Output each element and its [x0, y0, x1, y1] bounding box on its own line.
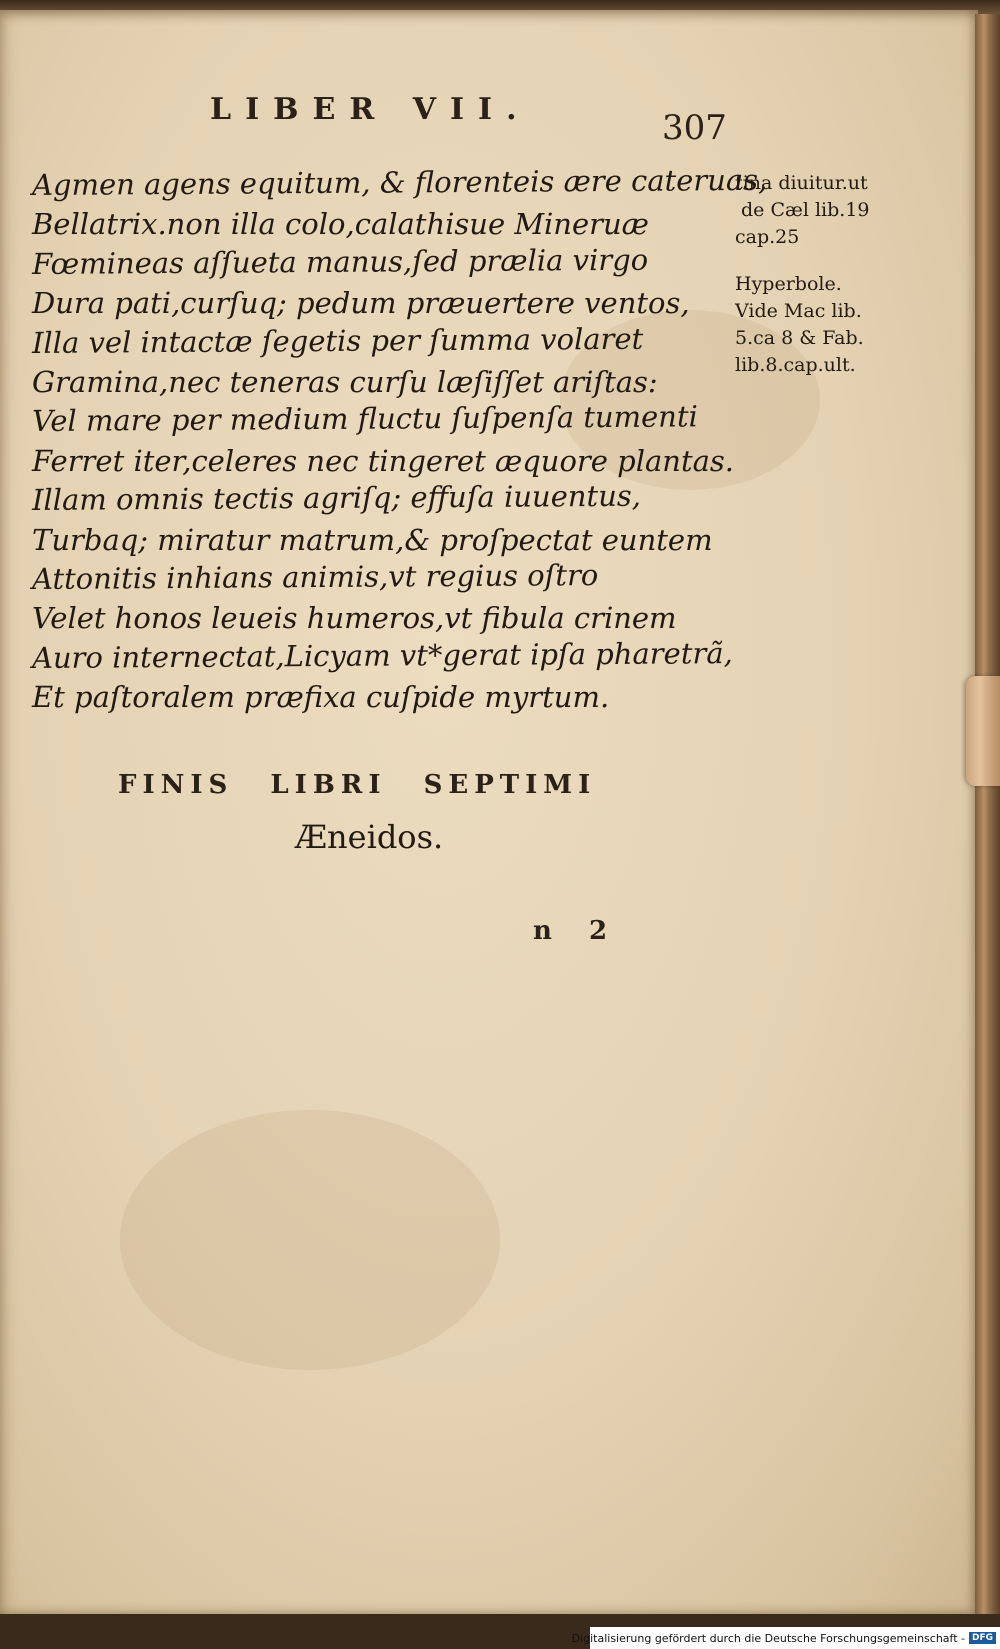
verse-line: Gramina,nec teneras curſu læſiſſet ariſtas: — [32, 365, 658, 400]
margin-note-line: Hyperbole. — [735, 273, 842, 295]
margin-note-line: cap.25 — [735, 226, 800, 248]
verse-line: Bellatrix.non illa colo,calathisue Mineruæ — [32, 207, 649, 242]
running-head: LIBER VII. — [210, 92, 531, 127]
verse-line: Fœmineas aſſueta manus,ſed prælia virgo — [31, 242, 649, 281]
page-tab — [966, 676, 1000, 786]
bottom-bar — [0, 1614, 1000, 1649]
margin-note-line: 5.ca 8 & Fab. — [735, 327, 864, 349]
finis-word: SEPTIMI — [423, 770, 597, 800]
verse-line: Vel mare per medium fluctu ſuſpenſa tumenti — [31, 399, 698, 439]
signature-mark: n 2 — [533, 916, 622, 946]
verse-line: Et paſtoralem præfixa cuſpide myrtum. — [32, 680, 610, 715]
verse-line: Velet honos leueis humeros,vt fibula crinem — [32, 601, 677, 636]
verse-line: Auro internectat,Licyam vt*gerat ipſa pharetrã, — [31, 635, 733, 675]
dfg-logo: DFG — [969, 1632, 996, 1644]
verse-line: Turbaq; miratur matrum,& proſpectat euntem — [32, 522, 713, 557]
margin-note-line: de Cæl lib.19 — [741, 199, 870, 221]
verse-line: Illa vel intactæ ſegetis per ſumma volaret — [31, 321, 644, 360]
credit-strip — [571, 1627, 1000, 1649]
margin-note-line: tina diuitur.ut — [735, 172, 868, 194]
margin-notes — [735, 170, 905, 379]
aeneidos-title: Æneidos. — [295, 818, 444, 856]
book-fore-edge — [975, 14, 1000, 1614]
verse-line: Ferret iter,celeres nec tingeret æquore plantas. — [32, 443, 734, 478]
finis-word: LIBRI — [270, 770, 387, 800]
finis-word: FINIS — [118, 770, 234, 800]
verse-line: Attonitis inhians animis,vt regius oſtro — [31, 558, 599, 597]
verse-line: Agmen agens equitum, & florenteis ære cateruas, — [31, 162, 768, 202]
margin-note-line: lib.8.cap.ult. — [735, 354, 856, 376]
finis-heading — [118, 770, 658, 800]
margin-note-line: Vide Mac lib. — [735, 300, 862, 322]
page-number: 307 — [662, 108, 727, 148]
credit-text: Digitalisierung gefördert durch die Deutsche Forschungsgemeinschaft - — [571, 1631, 965, 1645]
verse-line: Dura pati,curſuq; pedum præuertere ventos, — [32, 286, 690, 321]
margin-note-gap — [735, 251, 905, 271]
verse-line: Illam omnis tectis agriſq; effuſa iuuentus, — [31, 478, 642, 518]
paper-stain — [120, 1110, 500, 1370]
